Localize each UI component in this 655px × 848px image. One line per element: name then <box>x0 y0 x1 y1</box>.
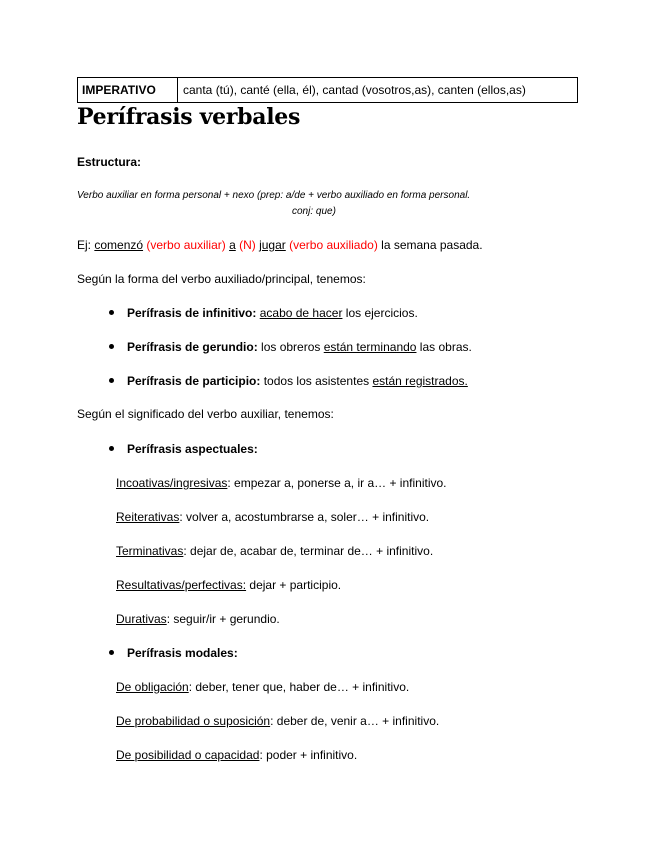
item-text: los ejercicios. <box>342 306 418 320</box>
item-term: De posibilidad o capacidad <box>116 748 260 762</box>
list-item-infinitivo <box>127 306 418 320</box>
item-example: acabo de hacer <box>259 306 343 320</box>
modales-heading: Perífrasis modales: <box>127 646 238 660</box>
item-term: Reiterativas <box>116 510 180 524</box>
formula-line-1: Verbo auxiliar en forma personal + nexo (prep: a/de + verbo auxiliado en forma personal. <box>77 190 471 201</box>
modal-item <box>116 748 357 762</box>
aspectual-item <box>116 476 447 490</box>
page-title: Perífrasis verbales <box>77 104 301 130</box>
item-text: : seguir/ir + gerundio. <box>166 612 280 626</box>
imperativo-table <box>77 77 578 103</box>
list-item-gerundio <box>127 340 472 354</box>
formula-line-2: conj: que) <box>292 206 336 217</box>
aspectual-item <box>116 578 341 592</box>
bullet-icon <box>109 310 114 315</box>
item-text: : dejar de, acabar de, terminar de… + infinitivo. <box>183 544 434 558</box>
aspectual-item <box>116 612 280 626</box>
item-term: Durativas <box>116 612 167 626</box>
item-label: Perífrasis de gerundio: <box>127 340 258 354</box>
example-label-auxiliar: (verbo auxiliar) <box>143 238 230 252</box>
aspectual-item <box>116 544 433 558</box>
example-label-auxiliado: (verbo auxiliado) <box>285 238 378 252</box>
item-text: las obras. <box>416 340 472 354</box>
modal-item <box>116 680 409 694</box>
item-term: De probabilidad o suposición <box>116 714 271 728</box>
item-text: : poder + infinitivo. <box>259 748 358 762</box>
item-example: están terminando <box>323 340 417 354</box>
example-word-auxiliar: comenzó <box>94 238 144 252</box>
aspectuales-heading: Perífrasis aspectuales: <box>127 442 258 456</box>
bullet-icon <box>109 650 114 655</box>
aspectual-item <box>116 510 429 524</box>
item-example: están registrados. <box>372 374 468 388</box>
item-text: : empezar a, ponerse a, ir a… + infinitivo. <box>227 476 447 490</box>
item-term: Resultativas/perfectivas: <box>116 578 247 592</box>
estructura-heading: Estructura: <box>77 155 142 169</box>
item-text: : deber, tener que, haber de… + infinitivo. <box>188 680 410 694</box>
example-sentence <box>77 238 483 252</box>
example-label-nexo: (N) <box>235 238 260 252</box>
item-term: De obligación <box>116 680 189 694</box>
item-label: Perífrasis de participio: <box>127 374 261 388</box>
item-term: Terminativas <box>116 544 184 558</box>
item-text: : deber de, venir a… + infinitivo. <box>270 714 440 728</box>
intro-forma: Según la forma del verbo auxiliado/principal, tenemos: <box>77 272 366 286</box>
item-label: Perífrasis de infinitivo: <box>127 306 257 320</box>
list-item-participio <box>127 374 468 388</box>
table-header-cell: IMPERATIVO <box>78 78 178 102</box>
example-prefix: Ej: <box>77 238 95 252</box>
item-text: todos los asistentes <box>260 374 373 388</box>
item-text: : volver a, acostumbrarse a, soler… + infinitivo. <box>179 510 430 524</box>
example-word-nexo: a <box>229 238 236 252</box>
item-term: Incoativas/ingresivas <box>116 476 228 490</box>
modal-item <box>116 714 439 728</box>
example-word-auxiliado: jugar <box>259 238 286 252</box>
item-text: los obreros <box>257 340 324 354</box>
example-rest: la semana pasada. <box>377 238 483 252</box>
bullet-icon <box>109 344 114 349</box>
bullet-icon <box>109 446 114 451</box>
intro-significado: Según el significado del verbo auxiliar, tenemos: <box>77 407 334 421</box>
bullet-icon <box>109 378 114 383</box>
table-value-cell: canta (tú), canté (ella, él), cantad (vosotros,as), canten (ellos,as) <box>183 83 526 97</box>
item-text: dejar + participio. <box>246 578 342 592</box>
